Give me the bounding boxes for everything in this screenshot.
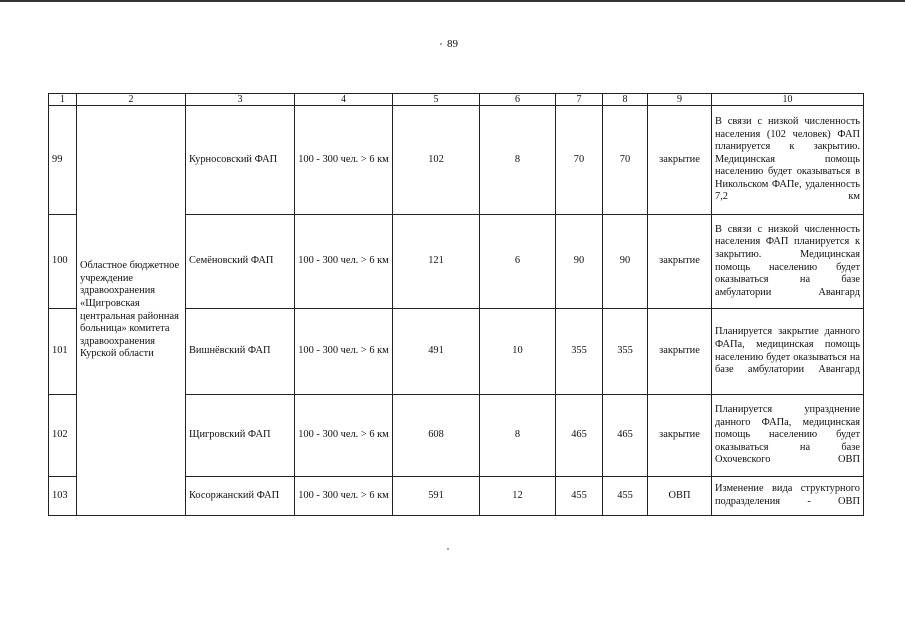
table-row <box>49 106 864 215</box>
table-header-row <box>49 94 864 106</box>
header-cell: 5 <box>393 94 480 106</box>
column-7-value: 465 <box>556 395 603 477</box>
row-number: 101 <box>49 309 77 395</box>
row-number: 102 <box>49 395 77 477</box>
row-number: 103 <box>49 477 77 516</box>
row-number: 100 <box>49 215 77 309</box>
column-5-value: 121 <box>393 215 480 309</box>
facility-name: Вишнёвский ФАП <box>186 309 295 395</box>
column-8-value: 70 <box>603 106 648 215</box>
facility-name: Щигровский ФАП <box>186 395 295 477</box>
column-8-value: 355 <box>603 309 648 395</box>
column-8-value: 455 <box>603 477 648 516</box>
column-5-value: 608 <box>393 395 480 477</box>
column-7-value: 90 <box>556 215 603 309</box>
header-cell: 6 <box>480 94 556 106</box>
column-8-value: 90 <box>603 215 648 309</box>
column-6-value: 8 <box>480 106 556 215</box>
column-5-value: 491 <box>393 309 480 395</box>
column-8-value: 465 <box>603 395 648 477</box>
column-5-value: 102 <box>393 106 480 215</box>
status-cell: закрытие <box>648 309 712 395</box>
header-cell: 2 <box>77 94 186 106</box>
header-cell: 1 <box>49 94 77 106</box>
column-7-value: 70 <box>556 106 603 215</box>
status-cell: закрытие <box>648 106 712 215</box>
status-cell: ОВП <box>648 477 712 516</box>
column-7-value: 355 <box>556 309 603 395</box>
facilities-table <box>48 93 864 516</box>
scan-top-edge <box>0 0 905 2</box>
facility-name: Семёновский ФАП <box>186 215 295 309</box>
row-number: 99 <box>49 106 77 215</box>
note-cell: В связи с низкой численность населения ФАП планируется к закрытию. Медицинская помощь населению будет оказываться на базе амбулатории Авангард <box>712 215 864 309</box>
header-cell: 7 <box>556 94 603 106</box>
note-cell: Планируется упразднение данного ФАПа, медицинская помощь населению будет оказываться на базе Охочевского ОВП <box>712 395 864 477</box>
column-7-value: 455 <box>556 477 603 516</box>
column-5-value: 591 <box>393 477 480 516</box>
status-cell: закрытие <box>648 395 712 477</box>
column-6-value: 12 <box>480 477 556 516</box>
population-distance: 100 - 300 чел. > 6 км <box>295 215 393 309</box>
scan-speck <box>440 43 442 45</box>
note-cell: Планируется закрытие данного ФАПа, медицинская помощь населению будет оказываться на базе амбулатории Авангард <box>712 309 864 395</box>
column-6-value: 10 <box>480 309 556 395</box>
scan-speck <box>447 548 449 550</box>
note-cell: Изменение вида структурного подразделения - ОВП <box>712 477 864 516</box>
header-cell: 9 <box>648 94 712 106</box>
header-cell: 3 <box>186 94 295 106</box>
facility-name: Курносовский ФАП <box>186 106 295 215</box>
header-cell: 10 <box>712 94 864 106</box>
header-cell: 8 <box>603 94 648 106</box>
organization-cell: Областное бюджетное учреждение здравоохранения «Щигровская центральная районная больница» комитета здравоохранения Курской области <box>77 106 186 516</box>
page-number: 89 <box>447 38 458 50</box>
header-cell: 4 <box>295 94 393 106</box>
population-distance: 100 - 300 чел. > 6 км <box>295 395 393 477</box>
status-cell: закрытие <box>648 215 712 309</box>
column-6-value: 8 <box>480 395 556 477</box>
note-cell: В связи с низкой численность населения (102 человек) ФАП планируется к закрытию. Медицинская помощь населению будет оказываться в Никольском ФАПе, удаленность 7,2 км <box>712 106 864 215</box>
facility-name: Косоржанский ФАП <box>186 477 295 516</box>
population-distance: 100 - 300 чел. > 6 км <box>295 477 393 516</box>
population-distance: 100 - 300 чел. > 6 км <box>295 106 393 215</box>
population-distance: 100 - 300 чел. > 6 км <box>295 309 393 395</box>
column-6-value: 6 <box>480 215 556 309</box>
